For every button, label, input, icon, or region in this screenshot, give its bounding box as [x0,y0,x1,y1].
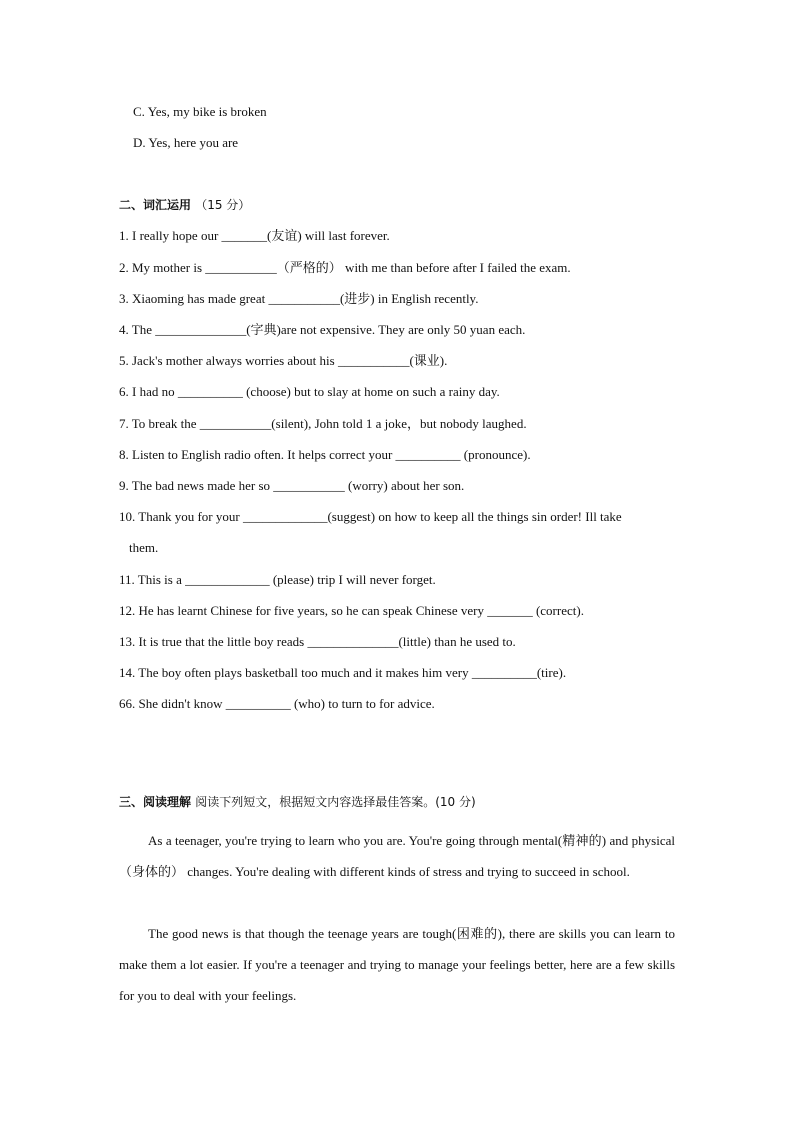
vocab-item-5: 5. Jack's mother always worries about his ___________(课业). [119,353,448,368]
vocab-item-3: 3. Xiaoming has made great ___________(进步) in English recently. [119,291,479,306]
vocab-item-11: 11. This is a _____________ (please) trip I will never forget. [119,572,436,587]
vocab-item-6: 6. I had no __________ (choose) but to slay at home on such a rainy day. [119,384,500,399]
vocab-item-10-continued: them. [129,540,159,555]
vocab-item-7: 7. To break the ___________(silent), John told 1 a joke，but nobody laughed. [119,416,527,431]
option-c: C. Yes, my bike is broken [133,104,267,119]
vocab-item-13: 13. It is true that the little boy reads ______________(little) than he used to. [119,634,516,649]
vocab-item-1: 1. I really hope our _______(友谊) will last forever. [119,228,390,243]
reading-paragraph-1: As a teenager, you're trying to learn who you are. You're going through mental(精神的) and physical（身体的） changes. You're dealing with different kinds of stress and trying to succeed in school. [119,833,675,879]
section-2-title: 二、词汇运用 [119,198,192,212]
vocab-item-14: 14. The boy often plays basketball too much and it makes him very __________(tire). [119,665,567,680]
vocab-item-12: 12. He has learnt Chinese for five years, so he can speak Chinese very _______ (correct). [119,603,584,618]
option-d: D. Yes, here you are [133,135,239,150]
reading-paragraph-2: The good news is that though the teenage years are tough(困难的), there are skills you can learn to make them a lot easier. If you're a teenager and trying to manage your feelings better, here are a few skills for you to deal with your feelings. [119,926,675,1003]
section-3-heading [119,794,476,810]
vocab-item-8: 8. Listen to English radio often. It helps correct your __________ (pronounce). [119,447,531,462]
vocab-item-10: 10. Thank you for your _____________(suggest) on how to keep all the things sin order! Ill take [119,509,622,524]
vocab-item-9: 9. The bad news made her so ___________ (worry) about her son. [119,478,465,493]
section-2-score: （15 分） [195,198,251,212]
section-2-heading [119,197,250,213]
vocab-item-4: 4. The ______________(字典)are not expensive. They are only 50 yuan each. [119,322,526,337]
section-3-instruction: 阅读下列短文，根据短文内容选择最佳答案。(10 分) [195,795,476,809]
section-3-title: 三、阅读理解 [119,795,192,809]
vocab-item-66: 66. She didn't know __________ (who) to turn to for advice. [119,696,435,711]
vocab-item-2: 2. My mother is ___________（严格的） with me than before after I failed the exam. [119,260,571,275]
